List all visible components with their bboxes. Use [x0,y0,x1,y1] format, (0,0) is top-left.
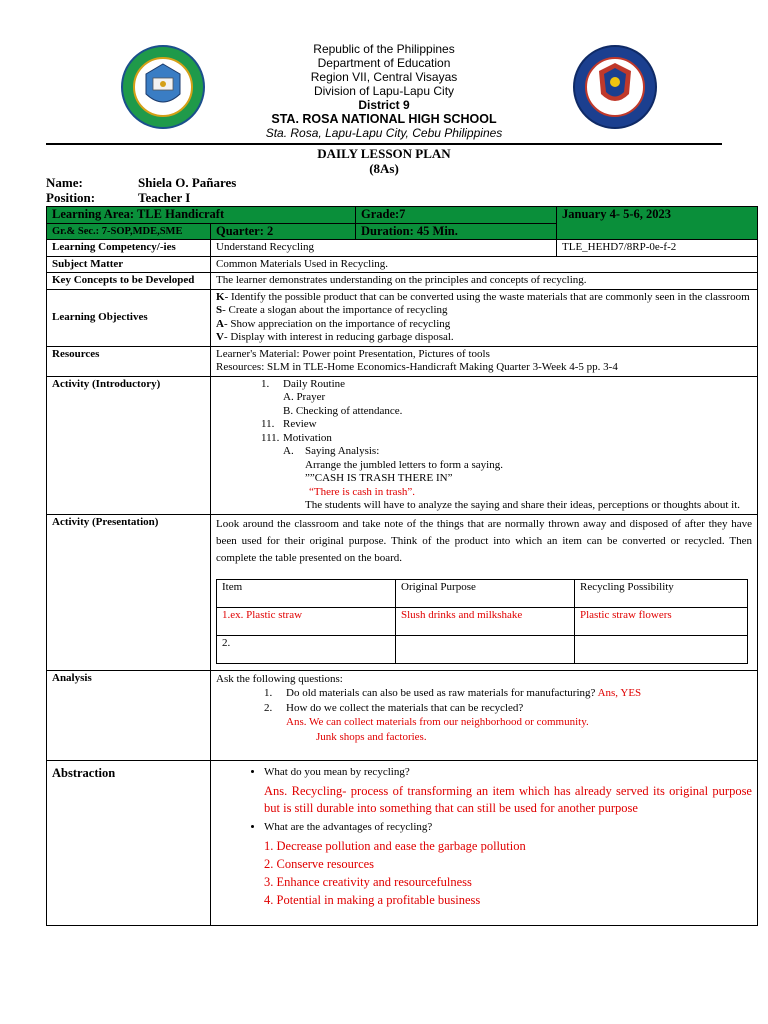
date: January 4- 5-6, 2023 [557,207,758,240]
grade: Grade:7 [356,207,557,224]
name-label: Name: [46,175,83,190]
intro-prayer: A. Prayer [283,391,326,403]
intro-motivation: Motivation [283,431,332,444]
row1-possibility: Plastic straw flowers [575,607,748,635]
intro-analyze: The students will have to analyze the saying and share their ideas, perceptions or thoughts about it. [305,499,740,511]
resources-label: Resources [47,346,211,376]
recycling-table [216,579,748,664]
presentation-label: Activity (Presentation) [47,514,211,670]
col-original-purpose: Original Purpose [396,579,575,607]
abstraction-q1: • What do you mean by recycling? [264,766,410,778]
analysis-q2-answer: Ans. We can collect materials from our neighborhood or community. [286,716,589,728]
intro-daily-routine: Daily Routine [283,377,346,390]
col-recycling-possibility: Recycling Possibility [575,579,748,607]
intro-label: Activity (Introductory) [47,376,211,514]
col-item: Item [217,579,396,607]
quarter: Quarter: 2 [211,223,356,240]
competency-label: Learning Competency/-ies [47,240,211,257]
row2-purpose [396,635,575,663]
intro-saying-analysis: Saying Analysis: [305,445,380,457]
intro-2-num: 11. [261,418,275,430]
header-district: District 9 [358,98,410,112]
analysis [211,670,758,761]
objectives-label: Learning Objectives [47,289,211,346]
analysis-q1-answer: Ans, YES [597,687,642,699]
presentation-text: Look around the classroom and take note of the things that are normally thrown away and disposed of after they have been used for their original purpose. Think of the product into which an item can be converted or recycled. Then complete the table presented on the board. [216,517,752,564]
objective-knowledge: - Identify the possible product that can be converted using the waste materials that are commonly seen in the classroom [224,290,750,303]
abstraction-answer-1: Ans. Recycling- process of transforming an item which has already served its original purpose but is still durable into something that can still be used for another purpose [264,783,752,815]
objectives [211,289,758,346]
header-region: Region VII, Central Visayas [310,70,458,84]
teacher-position: Teacher I [138,190,191,205]
obj-s-letter: S [216,304,223,316]
duration: Duration: 45 Min. [356,223,557,240]
header-department: Department of Education [317,56,451,70]
analysis-q1: Do old materials can also be used as raw materials for manufacturing? [286,687,596,699]
abstraction-label: Abstraction [47,761,211,926]
objective-attitude: - Show appreciation on the importance of recycling [223,317,451,330]
analysis-intro: Ask the following questions: [216,672,343,685]
teacher-info [46,175,236,205]
advantage-4: 4. Potential in making a profitable business [264,893,481,907]
row2-possibility [575,635,748,663]
analysis-q2-num: 2. [264,701,273,714]
intro-3a-num: A. [283,445,294,457]
analysis-q2-answer-2: Junk shops and factories. [316,730,427,743]
obj-a-letter: A [216,317,224,330]
obj-v-letter: V [216,331,224,343]
abstraction [211,761,758,926]
analysis-q1-num: 1. [264,687,273,699]
key-concepts: The learner demonstrates understanding on the principles and concepts of recycling. [211,273,758,290]
grade-section: Gr.& Sec.: 7-SOP,MDE,SME [47,223,211,240]
intro-review: Review [283,418,317,430]
learning-area: Learning Area: TLE Handicraft [47,207,356,224]
title: DAILY LESSON PLAN [317,146,451,161]
header-division: Division of Lapu-Lapu City [313,84,455,98]
section: (8As) [369,161,399,176]
header-republic: Republic of the Philippines [313,42,455,56]
lesson-plan-table [46,206,758,926]
intro-attendance: B. Checking of attendance. [283,404,403,417]
header-address: Sta. Rosa, Lapu-Lapu City, Cebu Philippines [265,126,503,140]
obj-k-letter: K [216,290,225,303]
row2-item: 2. [217,635,396,663]
document-title [0,146,768,176]
resources-line-1: Learner's Material: Power point Presentation, Pictures of tools [216,347,490,360]
subject-label: Subject Matter [47,256,211,273]
analysis-q2: How do we collect the materials that can be recycled? [286,701,524,714]
intro-3-num: 111. [261,431,280,444]
competency-code: TLE_HEHD7/8RP-0e-f-2 [557,240,758,257]
row1-purpose: Slush drinks and milkshake [396,607,575,635]
subject-matter: Common Materials Used in Recycling. [211,256,758,273]
header-divider [46,143,722,145]
position-label: Position: [46,190,96,205]
letterhead [0,42,768,140]
resources-line-2: Resources: SLM in TLE-Home Economics-Handicraft Making Quarter 3-Week 4-5 pp. 3-4 [216,361,618,373]
key-concepts-label: Key Concepts to be Developed [47,273,211,290]
intro-1-num: 1. [261,377,270,390]
advantage-2: 2. Conserve resources [264,857,375,871]
objective-values: - Display with interest in reducing garbage disposal. [223,331,454,343]
teacher-name: Shiela O. Pañares [138,175,237,190]
intro-arrange: Arrange the jumbled letters to form a saying. [305,458,503,471]
resources [211,346,758,376]
objective-skill: - Create a slogan about the importance of recycling [222,304,448,316]
intro-activity [211,376,758,514]
presentation-activity [211,514,758,670]
advantage-1: 1. Decrease pollution and ease the garbage pollution [264,839,526,853]
intro-answer: “There is cash in trash”. [309,485,415,498]
advantage-3: 3. Enhance creativity and resourcefulness [264,875,472,889]
analysis-label: Analysis [47,670,211,761]
competency: Understand Recycling [211,240,557,257]
row1-item: 1.ex. Plastic straw [217,607,396,635]
abstraction-q2: • What are the advantages of recycling? [264,820,433,833]
header-school: STA. ROSA NATIONAL HIGH SCHOOL [271,112,497,126]
intro-jumbled: ””CASH IS TRASH THERE IN” [305,472,453,484]
